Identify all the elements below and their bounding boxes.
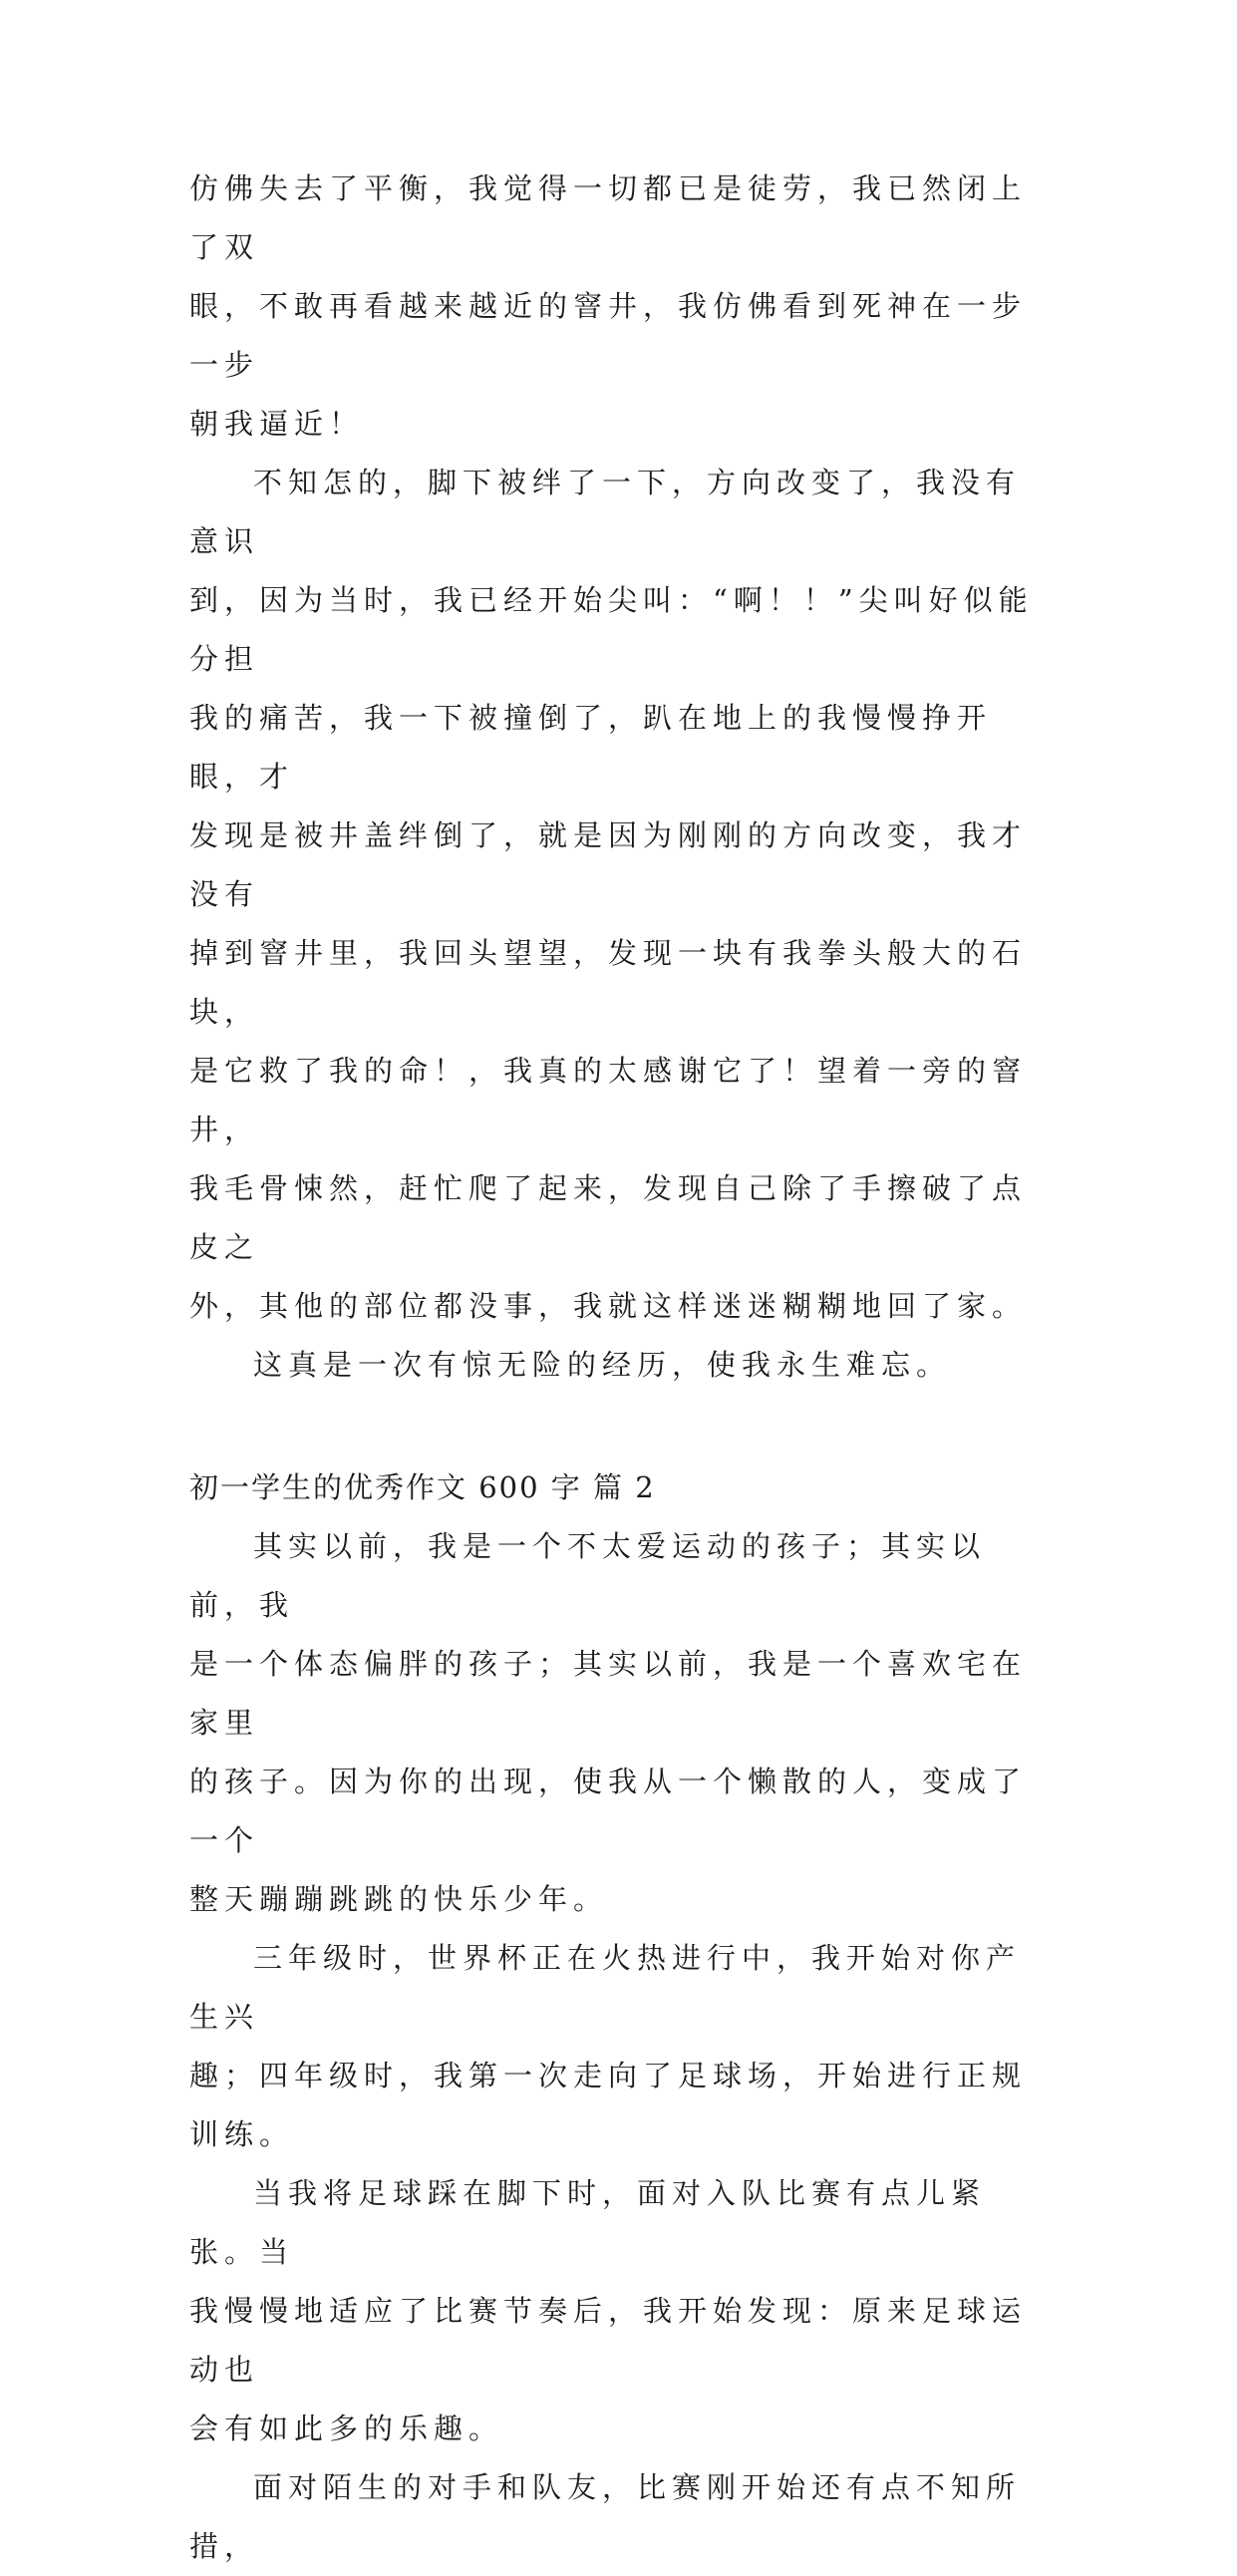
paragraph: 这真是一次有惊无险的经历，使我永生难忘。: [253, 1348, 952, 1382]
paragraph: 不知怎的，脚下被绊了一下，方向改变了，我没有意识 到，因为当时，我已经开始尖叫：“啊！！”尖叫好似能分担 我的痛苦，我一下被撞倒了，趴在地上的我慢慢挣开眼，才 发现是被井盖绊倒了，就是因为刚刚的方向改变，我才没有 掉到窨井里，我回头望望，发现一块有我拳头般大的石块， 是它救了我的命！，我真的太感谢它了！望着一旁的窨井， 我毛骨悚然，赶忙爬了起来，发现自己除了手擦破了点皮之 外，其他的部位都没事，我就这样迷迷糊糊地回了家。: [189, 466, 1034, 1323]
document-page: [189, 160, 1055, 2576]
paragraph: 三年级时，世界杯正在火热进行中，我开始对你产生兴 趣；四年级时，我第一次走向了足球场，开始进行正规训练。: [189, 1941, 1028, 2151]
paragraph: 面对陌生的对手和队友，比赛刚开始还有点不知所措，: [189, 2470, 1022, 2563]
paragraph: 其实以前，我是一个不太爱运动的孩子；其实以前，我 是一个体态偏胖的孩子；其实以前，我是一个喜欢宅在家里 的孩子。因为你的出现，使我从一个懒散的人，变成了一个 整天蹦蹦跳跳的快乐少年。: [189, 1529, 1028, 1916]
paragraph: 当我将足球踩在脚下时，面对入队比赛有点儿紧张。当 我慢慢地适应了比赛节奏后，我开始发现：原来足球运动也 会有如此多的乐趣。: [189, 2176, 1028, 2445]
paragraph: 仿佛失去了平衡，我觉得一切都已是徒劳，我已然闭上了双 眼，不敢再看越来越近的窨井，我仿佛看到死神在一步一步 朝我逼近！: [189, 171, 1028, 441]
section-spacer: [189, 1395, 1055, 1458]
section-heading: 初一学生的优秀作文 600 字 篇 2: [189, 1470, 656, 1504]
